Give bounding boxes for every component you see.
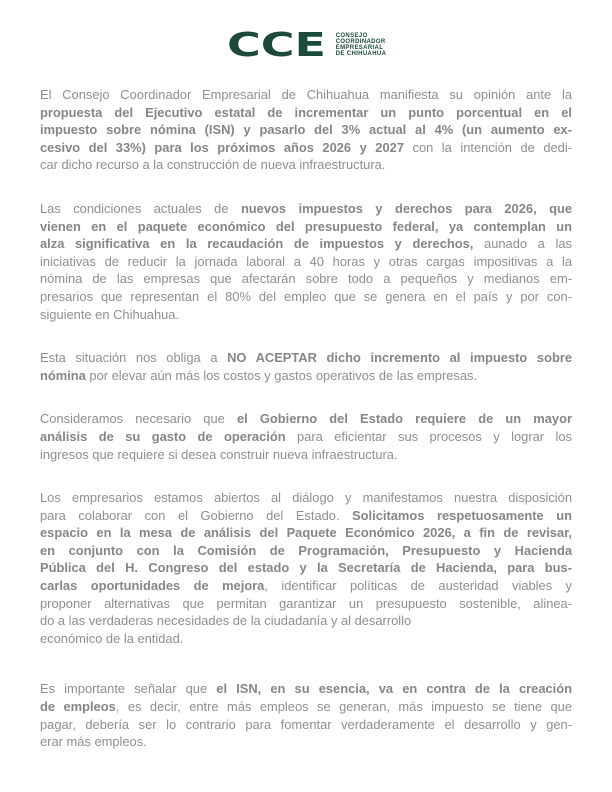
text-line [40,595,572,613]
text-run: con la intención de dedi- [403,139,572,155]
bold-text-run: el ISN, en su esencia, va en contra de la creación [216,681,573,697]
text-line [40,733,572,751]
text-line [40,507,572,525]
logo-caption-line: COORDINADOR [335,39,386,45]
bold-text-run: alza significativa en la recaudación de impuestos y derechos, [40,236,474,252]
text-run: Las condiciones actuales de [40,200,241,216]
text-run: Esta situación nos obliga a [40,350,228,366]
text-line [40,630,572,648]
text-line [40,156,572,174]
text-line [40,200,572,218]
bold-text-run: propuesta del Ejecutivo estatal de incrementar un punto porcentual en el [40,104,572,120]
text-run: para eficientar sus procesos y lograr los [285,428,572,444]
bold-text-run: espacio en la mesa de análisis del Paquete Económico 2026, a fin de revisar, [40,525,572,541]
bold-text-run: nómina [40,367,86,383]
text-line [40,270,572,288]
bold-text-run: Solicitamos respetuosamente un [352,507,572,523]
text-line [40,524,572,542]
text-run: , identificar políticas de austeridad viables y [264,578,572,594]
text-line [40,680,572,698]
text-line [40,139,572,157]
document-body [40,86,572,751]
bold-text-run: cesivo del 33%) para los próximos años 2026 y 2027 [40,139,404,155]
text-run: El Consejo Coordinador Empresarial de Chihuahua manifiesta su opinión ante la [40,87,572,102]
text-run: , es decir, entre más empleos se generan, más impuesto se tiene que [115,699,572,715]
text-line [40,428,572,446]
logo-caption-line: CONSEJO [335,33,368,39]
text-run: para colaborar con el Gobierno del Estado. [40,507,353,523]
text-line [40,288,572,306]
bold-text-run: Pública del H. Congreso del estado y la Secretaría de Hacienda, para bus- [40,560,572,576]
text-line [40,121,572,139]
paragraph [40,349,572,384]
text-line [40,410,572,428]
text-run: Es importante señalar que [40,681,217,697]
bold-text-run: NO ACEPTAR dicho incremento al impuesto sobre [227,350,573,366]
paragraph [40,680,572,750]
text-line [40,577,572,595]
text-run: económico de la entidad. [40,630,184,646]
cce-logo [0,27,612,63]
bold-text-run: vienen en el paquete económico del presupuesto federal, ya contemplan un [40,218,572,234]
paragraph [40,489,572,647]
text-line [40,612,572,630]
text-run: nómina de las empresas que afectarán sobre todo a pequeños y medianos em- [40,271,572,287]
text-line [40,349,572,367]
text-run: aunado a las [473,236,572,252]
paragraph [40,86,572,174]
text-run: Consideramos necesario que [40,411,237,427]
bold-text-run: análisis de su gasto de operación [40,428,286,444]
text-run: proponer alternativas que permitan garantizar un presupuesto sostenible, alinea- [40,595,572,611]
text-run: iniciativas de reducir la jornada laboral a 40 horas y otras cargas impositivas a la [40,253,572,269]
text-line [40,489,572,507]
bold-text-run: impuesto sobre nómina (ISN) y pasarlo del 3% actual al 4% (un aumento ex- [40,122,572,138]
text-run: presarios que representan el 80% del empleo que se genera en el país y por con- [40,288,572,304]
bold-text-run: de empleos [40,699,116,715]
paragraph [40,200,572,323]
text-line [40,104,572,122]
bold-text-run: en conjunto con la Comisión de Programación, Presupuesto y Hacienda [40,542,572,558]
text-run: siguiente en Chihuahua. [40,306,180,322]
text-run: car dicho recurso a la construcción de nueva infraestructura. [40,157,386,173]
text-line [40,559,572,577]
cce-logo-wordmark [226,27,328,63]
text-line [40,253,572,271]
text-line [40,698,572,716]
bold-text-run: el Gobierno del Estado requiere de un mayor [236,411,572,427]
text-line [40,218,572,236]
text-line [40,306,572,324]
text-run: do a las verdaderas necesidades de la ciudadanía y al desarrollo [40,613,412,629]
text-run: Los empresarios estamos abiertos al diálogo y manifestamos nuestra disposición [40,490,572,506]
paragraph [40,410,572,463]
logo-caption-line: EMPRESARIAL [335,45,384,51]
text-line [40,542,572,560]
text-run: por elevar aún más los costos y gastos operativos de las empresas. [85,367,478,383]
text-line [40,367,572,385]
text-line [40,235,572,253]
text-run: ingresos que requiere si desea construir nueva infraestructura. [40,446,398,462]
text-run: pagar, debería ser lo contrario para fomentar verdaderamente el desarrollo y gen- [40,716,572,732]
text-line [40,86,572,104]
cce-logo-text: CCE [226,27,326,63]
cce-logo-caption [336,33,387,57]
bold-text-run: nuevos impuestos y derechos para 2026, que [240,200,572,216]
text-run: erar más empleos. [40,734,147,750]
bold-text-run: carlas oportunidades de mejora [40,578,265,594]
text-line [40,446,572,464]
text-line [40,716,572,734]
logo-caption-line: DE CHIHUAHUA [335,51,387,57]
